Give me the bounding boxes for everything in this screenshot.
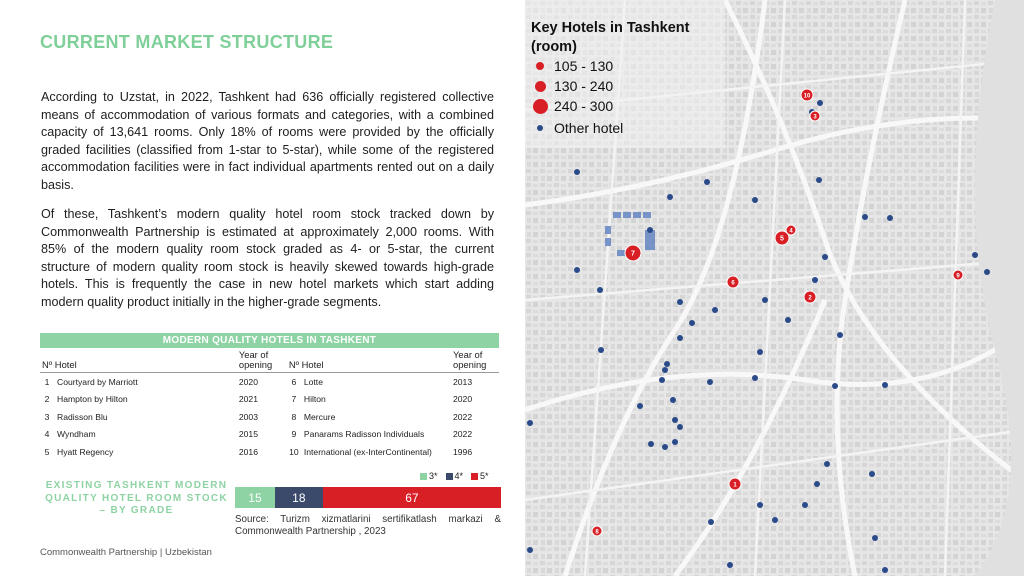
table-row (40, 391, 499, 409)
grade-chart-label: EXISTING TASHKENT MODERN QUALITY HOTEL ROOM STOCK – BY GRADE (45, 480, 228, 516)
key-hotel-label: 2 (808, 295, 812, 302)
key-hotel-marker (804, 291, 816, 303)
other-hotel-dot (816, 177, 822, 183)
key-hotel-marker (953, 270, 963, 280)
opening-year: 2022 (453, 429, 473, 440)
legend-dot-other (537, 125, 543, 131)
other-hotel-dot (527, 547, 533, 553)
grade-legend-item (446, 471, 464, 481)
opening-year: 2022 (453, 411, 473, 422)
col-year-right: Year of opening (451, 348, 499, 373)
table-row (40, 373, 499, 391)
grade-legend (420, 471, 489, 481)
key-hotel-label: 6 (731, 280, 735, 287)
other-hotel-dot (574, 169, 580, 175)
other-hotel-dot (869, 471, 875, 477)
other-hotel-dot (659, 377, 665, 383)
grade-legend-swatch (420, 473, 427, 480)
hotel-name: Panarams Radisson Individuals (303, 429, 425, 440)
other-hotel-dot (772, 517, 778, 523)
key-hotel-marker (729, 478, 741, 490)
other-hotel-dot (662, 367, 668, 373)
footer: Commonwealth Partnership | Uzbekistan (40, 547, 212, 558)
other-hotel-dot (637, 403, 643, 409)
other-hotel-dot (812, 277, 818, 283)
other-hotel-dot (824, 461, 830, 467)
row-number: 2 (44, 394, 50, 405)
table-row (40, 426, 499, 444)
key-hotel-marker (775, 231, 789, 245)
hotel-name: Mercure (303, 411, 336, 422)
col-hotel-right: Nº Hotel (287, 348, 451, 373)
legend-label-medium: 130 - 240 (554, 78, 614, 94)
row-number: 10 (289, 446, 299, 457)
other-hotel-dot (832, 383, 838, 389)
key-hotel-label: 9 (956, 273, 960, 280)
legend-large (531, 98, 613, 114)
other-hotel-dot (882, 382, 888, 388)
key-hotel-label: 1 (733, 482, 737, 489)
col-year-left: Year of opening (237, 348, 287, 373)
key-hotel-marker (801, 89, 813, 101)
legend-dot-small (536, 62, 544, 70)
hotel-name: Hampton by Hilton (57, 394, 128, 405)
other-hotel-dot (817, 100, 823, 106)
hotel-name: Lotte (303, 376, 323, 387)
other-hotel-dot (527, 420, 533, 426)
legend-dot-large (533, 99, 548, 114)
other-hotel-dot (785, 317, 791, 323)
opening-year: 2013 (453, 376, 473, 387)
key-hotel-marker (810, 111, 820, 121)
other-hotel-dot (574, 267, 580, 273)
other-hotel-dot (598, 347, 604, 353)
grade-bar-segment: 67 (323, 487, 501, 508)
grade-legend-item (420, 471, 438, 481)
table-row (40, 443, 499, 461)
opening-year: 2020 (238, 376, 258, 387)
row-number: 8 (291, 411, 297, 422)
grade-legend-swatch (471, 473, 478, 480)
hotel-name: Wyndham (57, 429, 96, 440)
row-number: 4 (44, 429, 50, 440)
other-hotel-dot (707, 379, 713, 385)
key-hotel-marker (727, 276, 739, 288)
key-hotel-label: 8 (595, 529, 599, 536)
key-hotel-marker (625, 245, 641, 261)
other-hotel-dot (887, 215, 893, 221)
other-hotel-dot (822, 254, 828, 260)
key-hotel-label: 10 (803, 93, 811, 100)
grade-legend-label: 4* (454, 471, 464, 481)
other-hotel-dot (882, 567, 888, 573)
table-body (40, 373, 499, 461)
other-hotel-dot (757, 502, 763, 508)
key-hotel-label: 4 (789, 228, 793, 235)
hotel-name: Courtyard by Marriott (57, 376, 138, 387)
paragraph-2: Of these, Tashkent’s modern quality hotel room stock tracked down by Commonwealth Partnership is estimated at approximately 2,000 rooms. With 85% of the modern quality room stock graded as 4- or 5-star, the current structure of modern quality room stock is heavily skewed towards high-grade hotels. This is frequently the case in new hotel markets which start adding modern quality product initially in the higher-grade segments. (41, 207, 494, 309)
source-note: Source: Turizm xizmatlarini sertifikatlash markazi & Commonwealth Partnership , 2023 (235, 514, 501, 537)
row-number: 9 (291, 429, 297, 440)
key-hotel-label: 5 (780, 235, 784, 243)
table-title: MODERN QUALITY HOTELS IN TASHKENT (40, 333, 499, 348)
hotel-name: International (ex-InterContinental) (303, 446, 432, 457)
other-hotel-dot (647, 227, 653, 233)
legend-medium (531, 78, 613, 94)
legend-label-other: Other hotel (554, 120, 624, 136)
hotel-name: Hyatt Regency (57, 446, 114, 457)
other-hotel-dot (708, 519, 714, 525)
key-hotel-marker (592, 526, 602, 536)
other-hotel-dot (712, 307, 718, 313)
grade-bar (235, 487, 501, 508)
other-hotel-dot (704, 179, 710, 185)
other-hotel-dot (672, 417, 678, 423)
legend-dot-medium (535, 81, 546, 92)
table-row (40, 408, 499, 426)
row-number: 6 (291, 376, 297, 387)
grade-legend-label: 5* (480, 471, 489, 481)
opening-year: 2016 (238, 446, 258, 457)
other-hotel-dot (872, 535, 878, 541)
row-number: 7 (291, 394, 297, 405)
legend-small (531, 58, 613, 74)
other-hotel-dot (670, 397, 676, 403)
other-hotel-dot (677, 424, 683, 430)
other-hotel-dot (662, 444, 668, 450)
other-hotel-dot (762, 297, 768, 303)
opening-year: 2015 (238, 429, 258, 440)
opening-year: 2021 (238, 394, 258, 405)
row-number: 5 (44, 446, 50, 457)
row-number: 3 (44, 411, 50, 422)
other-hotel-dot (689, 320, 695, 326)
other-hotel-dot (972, 252, 978, 258)
map-legend-title: Key Hotels in Tashkent (room) (531, 20, 690, 55)
other-hotel-dot (757, 349, 763, 355)
grade-bar-segment: 18 (275, 487, 323, 508)
key-hotel-label: 3 (813, 114, 817, 121)
other-hotel-dot (862, 214, 868, 220)
other-hotel-dot (677, 335, 683, 341)
grade-legend-swatch (446, 473, 453, 480)
other-hotel-dot (752, 197, 758, 203)
other-hotel-dot (597, 287, 603, 293)
key-hotel-label: 7 (631, 250, 635, 258)
other-hotel-dot (648, 441, 654, 447)
other-hotel-dot (814, 481, 820, 487)
grade-legend-label: 3* (429, 471, 438, 481)
opening-year: 2020 (453, 394, 473, 405)
col-hotel-left: Nº Hotel (40, 348, 237, 373)
hotel-name: Hilton (303, 394, 326, 405)
other-hotel-dot (837, 332, 843, 338)
legend-label-small: 105 - 130 (554, 58, 614, 74)
opening-year: 1996 (453, 446, 473, 457)
legend-other (531, 120, 623, 136)
grade-bar-segment: 15 (235, 487, 275, 508)
row-number: 1 (44, 376, 50, 387)
opening-year: 2003 (238, 411, 258, 422)
other-hotel-dot (664, 361, 670, 367)
other-hotel-dot (802, 502, 808, 508)
hotels-table (40, 333, 499, 461)
other-hotel-dot (667, 194, 673, 200)
page-title: CURRENT MARKET STRUCTURE (40, 32, 334, 52)
other-hotel-dot (677, 299, 683, 305)
other-hotel-dot (984, 269, 990, 275)
other-hotel-dot (752, 375, 758, 381)
other-hotel-dot (672, 439, 678, 445)
grade-legend-item (471, 471, 489, 481)
hotel-name: Radisson Blu (57, 411, 108, 422)
legend-label-large: 240 - 300 (554, 98, 614, 114)
paragraph-1: According to Uzstat, in 2022, Tashkent had 636 officially registered collective means of accommodation of various formats and categories, with a combined capacity of 13,641 rooms. Only 18% of rooms were provided by the officially graded facilities (classified from 1-star to 5-star), while some of the registered accommodation facilities were in fact individual apartments rented out on a daily basis. (41, 90, 494, 192)
other-hotel-dot (727, 562, 733, 568)
